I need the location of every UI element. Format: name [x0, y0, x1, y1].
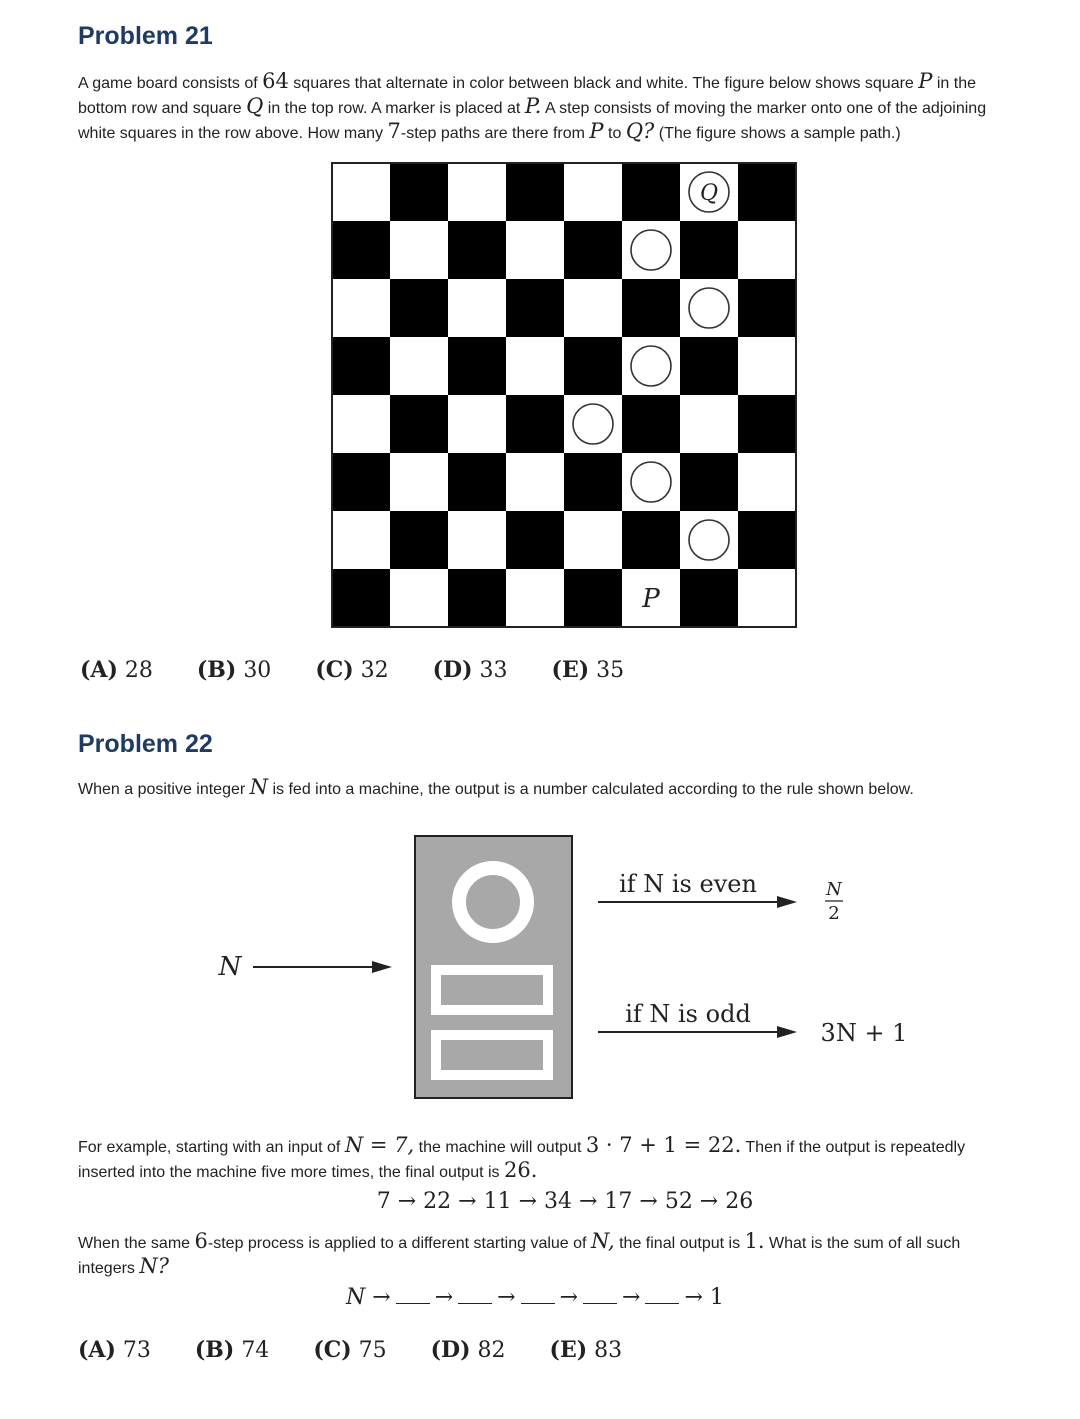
board-square-white — [738, 569, 796, 627]
board-square-white — [332, 279, 390, 337]
problem-22-intro: When a positive integer N is fed into a machine, the output is a number calculated according to the rule shown below. — [78, 775, 914, 799]
board-square-black — [448, 221, 506, 279]
choice-c[interactable]: (C) 75 — [313, 1337, 387, 1363]
board-square-black — [506, 163, 564, 221]
board-square-black — [738, 511, 796, 569]
board-square-black — [622, 395, 680, 453]
problem-22-heading: Problem 22 — [78, 730, 213, 758]
board-square-black — [390, 279, 448, 337]
board-square-black — [564, 569, 622, 627]
board-square-white — [506, 569, 564, 627]
blank-3[interactable] — [521, 1289, 555, 1304]
board-square-black — [564, 453, 622, 511]
board-square-black — [448, 337, 506, 395]
machine-slot-bottom — [436, 1035, 548, 1075]
board-square-black — [564, 221, 622, 279]
board-square-black — [448, 569, 506, 627]
board-square-black — [680, 337, 738, 395]
board-square-black — [680, 569, 738, 627]
path-marker — [631, 230, 671, 270]
board-square-black — [680, 453, 738, 511]
blank-5[interactable] — [645, 1289, 679, 1304]
board-square-white — [564, 511, 622, 569]
board-square-white — [390, 569, 448, 627]
problem-21-heading: Problem 21 — [78, 22, 213, 50]
board-square-white — [332, 395, 390, 453]
board-square-white — [390, 337, 448, 395]
board-square-black — [622, 511, 680, 569]
board-square-white — [390, 221, 448, 279]
board-square-black — [506, 395, 564, 453]
choice-d[interactable]: (D) 33 — [432, 657, 508, 683]
board-square-white — [332, 511, 390, 569]
path-marker — [573, 404, 613, 444]
board-square-white — [738, 221, 796, 279]
board-square-black — [506, 279, 564, 337]
blanks-chain: N → → → → → → 1 — [346, 1285, 724, 1310]
board-square-black — [332, 453, 390, 511]
choice-b[interactable]: (B) 30 — [196, 657, 272, 683]
even-rule-label: if N is even — [619, 870, 757, 898]
choice-e[interactable]: (E) 35 — [551, 657, 625, 683]
board-square-white — [506, 453, 564, 511]
problem-22-question: When the same 6-step process is applied to a different starting value of N, the final output is 1. What is the sum of all such integers N? — [78, 1229, 961, 1278]
machine-slot-top — [436, 970, 548, 1010]
board-square-black — [332, 569, 390, 627]
path-marker — [631, 346, 671, 386]
choice-a[interactable]: (A) 28 — [80, 657, 153, 683]
board-square-white — [448, 511, 506, 569]
problem-22-choices — [78, 1337, 666, 1363]
example-chain: 7 → 22 → 11 → 34 → 17 → 52 → 26 — [376, 1189, 754, 1214]
board-square-black — [738, 395, 796, 453]
board-square-black — [564, 337, 622, 395]
board-square-black — [332, 337, 390, 395]
problem-21-statement: A game board consists of 64 squares that alternate in color between black and white. The figure below shows square P in the bottom row and square Q in the top row. A marker is placed at P. A step consists of moving the marker onto one of the adjoining white squares in the row above. How many 7-step paths are there from P to Q? (The figure shows a sample path.) — [78, 69, 987, 143]
path-marker — [631, 462, 671, 502]
board-square-white — [448, 163, 506, 221]
path-marker — [689, 520, 729, 560]
board-square-white — [448, 279, 506, 337]
path-marker — [689, 288, 729, 328]
choice-e[interactable]: (E) 83 — [549, 1337, 623, 1363]
board-square-white — [506, 221, 564, 279]
square-p-label: P — [642, 584, 660, 614]
board-square-black — [390, 395, 448, 453]
board-square-black — [506, 511, 564, 569]
blank-2[interactable] — [458, 1289, 492, 1304]
board-square-white — [448, 395, 506, 453]
choice-a[interactable]: (A) 73 — [78, 1337, 151, 1363]
board-square-black — [680, 221, 738, 279]
choice-c[interactable]: (C) 32 — [315, 657, 389, 683]
board-square-black — [448, 453, 506, 511]
square-q-label: Q — [699, 181, 719, 206]
board-square-white — [738, 337, 796, 395]
board-square-black — [390, 511, 448, 569]
board-square-black — [622, 279, 680, 337]
board-square-white — [506, 337, 564, 395]
checkerboard-figure — [330, 161, 798, 629]
choice-d[interactable]: (D) 82 — [430, 1337, 506, 1363]
board-square-white — [564, 163, 622, 221]
odd-arrow-head — [777, 1026, 797, 1038]
board-square-white — [390, 453, 448, 511]
even-output-denominator: 2 — [828, 903, 840, 924]
input-n-label: N — [218, 952, 242, 982]
board-square-white — [564, 279, 622, 337]
even-output-numerator: N — [826, 879, 842, 900]
board-square-white — [738, 453, 796, 511]
odd-rule-label: if N is odd — [625, 1000, 751, 1028]
blank-4[interactable] — [583, 1289, 617, 1304]
odd-output: 3N + 1 — [820, 1019, 908, 1047]
problem-22-example: For example, starting with an input of N = 7, the machine will output 3 · 7 + 1 = 22. Then if the output is repeatedly inserted into the machine five more times, the final output is 26. — [78, 1133, 966, 1182]
board-square-black — [390, 163, 448, 221]
board-square-black — [738, 163, 796, 221]
choice-b[interactable]: (B) 74 — [194, 1337, 270, 1363]
blank-1[interactable] — [396, 1289, 430, 1304]
problem-21-choices — [80, 657, 668, 683]
board-square-black — [738, 279, 796, 337]
machine-diagram — [200, 830, 940, 1110]
input-arrow-head — [372, 961, 392, 973]
board-square-white — [680, 395, 738, 453]
even-arrow-head — [777, 896, 797, 908]
chain-start-n: N — [346, 1285, 366, 1310]
chain-end-1: 1 — [709, 1285, 724, 1310]
board-square-white — [332, 163, 390, 221]
board-square-black — [332, 221, 390, 279]
board-square-black — [622, 163, 680, 221]
